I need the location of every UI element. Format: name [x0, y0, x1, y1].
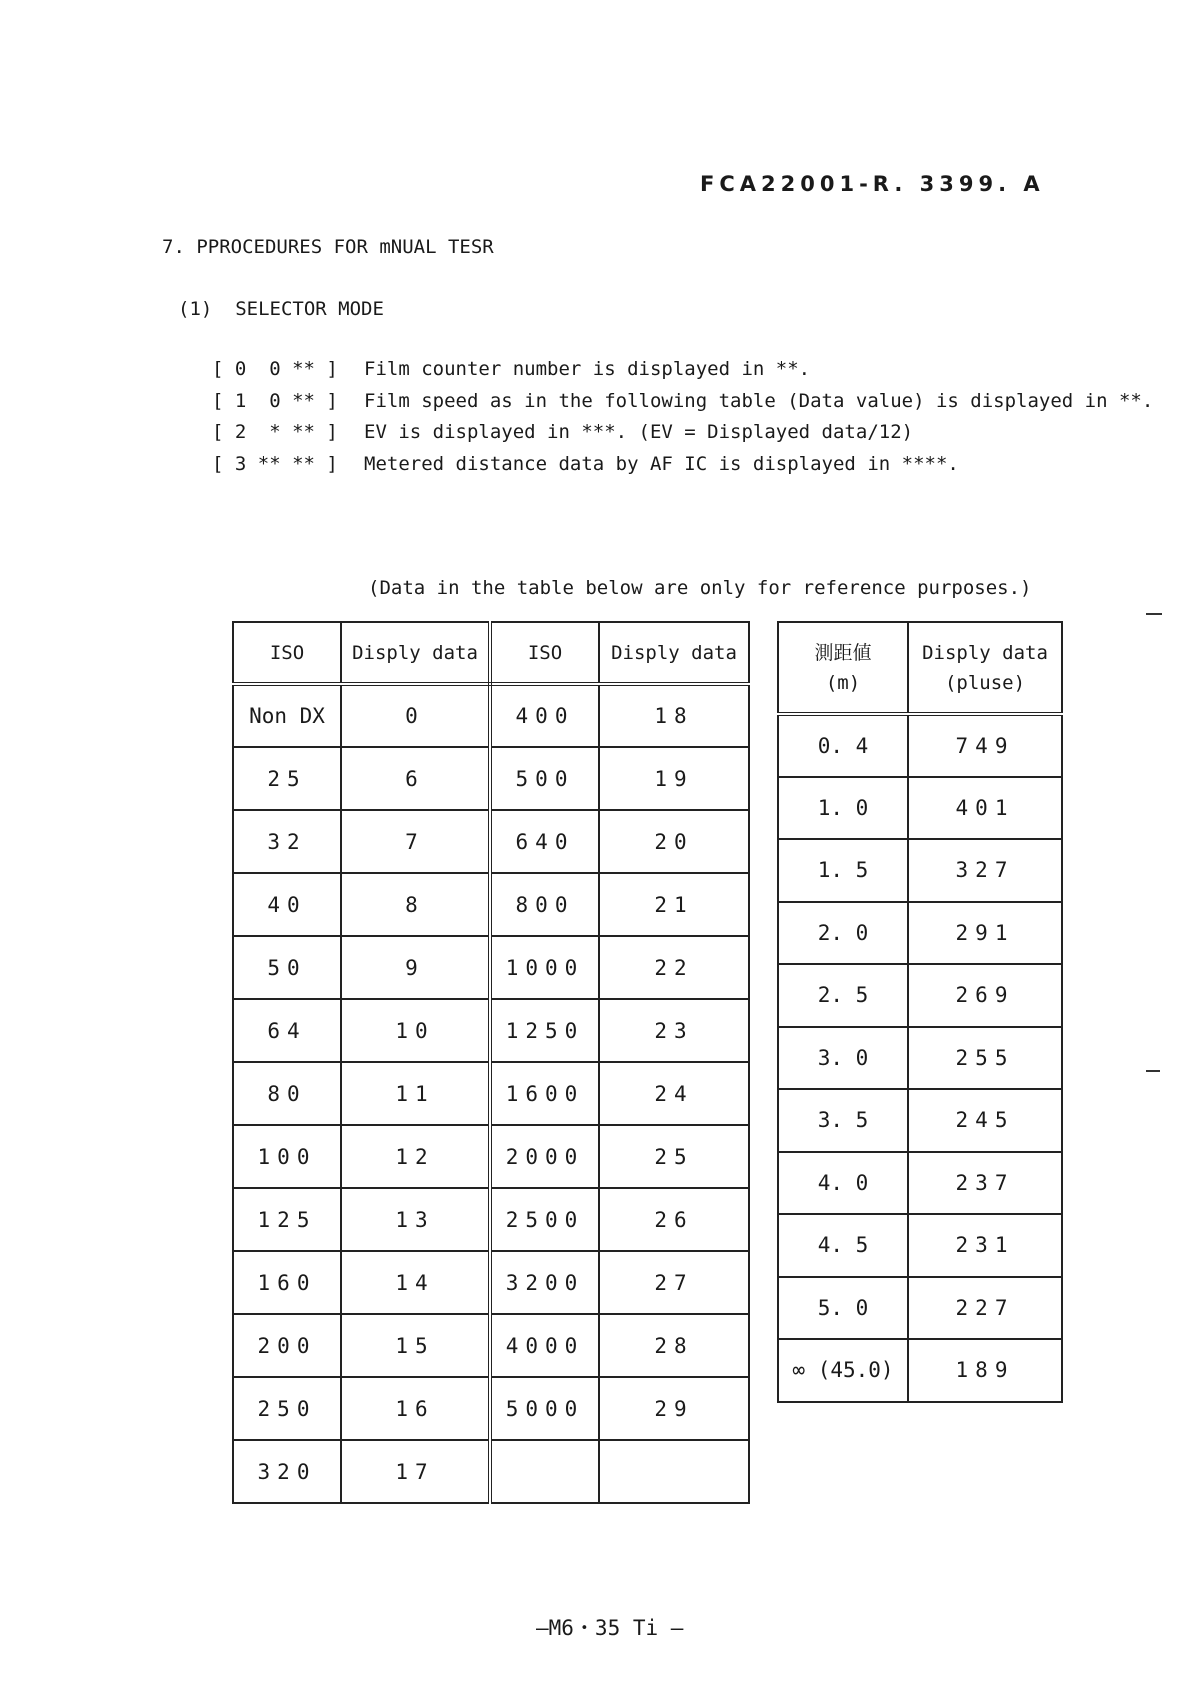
- display-data-cell: 9: [341, 936, 490, 999]
- display-data-cell: 26: [599, 1188, 749, 1251]
- iso-cell: 4000: [490, 1314, 599, 1377]
- pulse-cell: 269: [908, 964, 1062, 1027]
- document-id: FCA22001-R. 3399. A: [700, 172, 1045, 196]
- column-header-display-data: Disply data: [341, 622, 490, 684]
- distance-cell: 4. 5: [778, 1214, 908, 1277]
- display-data-cell: 13: [341, 1188, 490, 1251]
- display-data-cell: 20: [599, 810, 749, 873]
- display-data-cell: 7: [341, 810, 490, 873]
- mode-description: Film speed as in the following table (Data value) is displayed in **.: [364, 389, 1154, 412]
- pulse-cell: 255: [908, 1027, 1062, 1090]
- display-data-cell: 23: [599, 999, 749, 1062]
- table-row: [778, 1214, 1062, 1277]
- subsection-title: (1) SELECTOR MODE: [178, 298, 384, 320]
- iso-cell: 5000: [490, 1377, 599, 1440]
- table-row: [778, 839, 1062, 902]
- iso-cell: 32: [233, 810, 341, 873]
- table-header-row: [778, 622, 1062, 714]
- pulse-cell: 189: [908, 1339, 1062, 1402]
- iso-cell: 2000: [490, 1125, 599, 1188]
- iso-table-body: [233, 684, 749, 1503]
- table-row: [233, 1440, 749, 1503]
- mode-code: [ 1 0 ** ]: [212, 389, 338, 412]
- distance-cell: 3. 5: [778, 1089, 908, 1152]
- iso-cell: 100: [233, 1125, 341, 1188]
- table-row: [233, 1188, 749, 1251]
- pulse-cell: 245: [908, 1089, 1062, 1152]
- iso-cell: 1600: [490, 1062, 599, 1125]
- header-line: 測距値: [814, 641, 872, 664]
- mode-item: [212, 421, 1153, 453]
- iso-cell: 500: [490, 747, 599, 810]
- header-line: (m): [825, 671, 861, 694]
- page-number: —M6・35 Ti —: [536, 1616, 684, 1640]
- mode-list: [212, 358, 1153, 484]
- display-data-cell: 10: [341, 999, 490, 1062]
- scan-mark: [1146, 613, 1162, 615]
- display-data-cell: 6: [341, 747, 490, 810]
- iso-cell: 125: [233, 1188, 341, 1251]
- iso-cell: 160: [233, 1251, 341, 1314]
- table-row: [778, 1152, 1062, 1215]
- iso-cell: 3200: [490, 1251, 599, 1314]
- distance-cell: 5. 0: [778, 1277, 908, 1340]
- display-data-cell: [599, 1440, 749, 1503]
- column-header-distance: [778, 622, 908, 714]
- display-data-cell: 15: [341, 1314, 490, 1377]
- table-row: [233, 1062, 749, 1125]
- display-data-cell: 19: [599, 747, 749, 810]
- display-data-cell: 29: [599, 1377, 749, 1440]
- pulse-cell: 231: [908, 1214, 1062, 1277]
- table-row: [233, 810, 749, 873]
- pulse-cell: 749: [908, 714, 1062, 777]
- distance-cell: 1. 0: [778, 777, 908, 840]
- table-row: [233, 1125, 749, 1188]
- distance-table-body: [778, 714, 1062, 1402]
- scan-mark: [1146, 1070, 1160, 1072]
- iso-cell: 800: [490, 873, 599, 936]
- display-data-cell: 0: [341, 684, 490, 747]
- table-row: [233, 1251, 749, 1314]
- display-data-cell: 18: [599, 684, 749, 747]
- iso-cell: 1250: [490, 999, 599, 1062]
- column-header-iso: ISO: [233, 622, 341, 684]
- table-row: [233, 999, 749, 1062]
- iso-cell: 64: [233, 999, 341, 1062]
- table-row: [778, 1339, 1062, 1402]
- iso-cell: 400: [490, 684, 599, 747]
- section-title: 7. PPROCEDURES FOR mNUAL TESR: [162, 236, 494, 258]
- iso-cell: 640: [490, 810, 599, 873]
- mode-item: [212, 358, 1153, 390]
- distance-cell: ∞ (45.0): [778, 1339, 908, 1402]
- table-row: [233, 873, 749, 936]
- iso-cell: 50: [233, 936, 341, 999]
- pulse-cell: 327: [908, 839, 1062, 902]
- distance-cell: 3. 0: [778, 1027, 908, 1090]
- iso-table: [232, 621, 750, 1504]
- table-row: [233, 747, 749, 810]
- table-row: [778, 777, 1062, 840]
- display-data-cell: 28: [599, 1314, 749, 1377]
- mode-description: EV is displayed in ***. (EV = Displayed data/12): [364, 421, 914, 443]
- iso-cell: 40: [233, 873, 341, 936]
- table-row: [778, 714, 1062, 777]
- mode-code: [ 0 0 ** ]: [212, 358, 338, 380]
- iso-cell: 1000: [490, 936, 599, 999]
- iso-cell: Non DX: [233, 684, 341, 747]
- display-data-cell: 25: [599, 1125, 749, 1188]
- mode-code: [ 2 * ** ]: [212, 421, 338, 443]
- table-row: [778, 964, 1062, 1027]
- mode-description: Metered distance data by AF IC is displayed in ****.: [364, 452, 959, 475]
- iso-cell: 25: [233, 747, 341, 810]
- mode-code: [ 3 ** ** ]: [212, 452, 338, 475]
- display-data-cell: 27: [599, 1251, 749, 1314]
- iso-cell: 200: [233, 1314, 341, 1377]
- column-header-iso: ISO: [490, 622, 599, 684]
- distance-cell: 2. 5: [778, 964, 908, 1027]
- mode-item: [212, 390, 1153, 422]
- table-row: [233, 936, 749, 999]
- iso-cell: 2500: [490, 1188, 599, 1251]
- distance-cell: 2. 0: [778, 902, 908, 965]
- pulse-cell: 401: [908, 777, 1062, 840]
- header-line: Disply data: [922, 641, 1048, 664]
- display-data-cell: 8: [341, 873, 490, 936]
- distance-cell: 1. 5: [778, 839, 908, 902]
- column-header-pulse: [908, 622, 1062, 714]
- column-header-display-data: Disply data: [599, 622, 749, 684]
- display-data-cell: 16: [341, 1377, 490, 1440]
- table-row: [233, 1377, 749, 1440]
- distance-cell: 0. 4: [778, 714, 908, 777]
- distance-table: [777, 621, 1063, 1403]
- display-data-cell: 11: [341, 1062, 490, 1125]
- display-data-cell: 24: [599, 1062, 749, 1125]
- table-row: [233, 684, 749, 747]
- iso-cell: [490, 1440, 599, 1503]
- pulse-cell: 237: [908, 1152, 1062, 1215]
- table-row: [778, 902, 1062, 965]
- distance-cell: 4. 0: [778, 1152, 908, 1215]
- table-row: [778, 1027, 1062, 1090]
- mode-item: [212, 453, 1153, 485]
- iso-cell: 80: [233, 1062, 341, 1125]
- pulse-cell: 227: [908, 1277, 1062, 1340]
- reference-note: (Data in the table below are only for reference purposes.): [368, 577, 1032, 599]
- table-row: [778, 1277, 1062, 1340]
- display-data-cell: 21: [599, 873, 749, 936]
- iso-cell: 320: [233, 1440, 341, 1503]
- table-row: [233, 1314, 749, 1377]
- header-line: (pluse): [944, 671, 1026, 694]
- pulse-cell: 291: [908, 902, 1062, 965]
- display-data-cell: 12: [341, 1125, 490, 1188]
- iso-cell: 250: [233, 1377, 341, 1440]
- table-header-row: [233, 622, 749, 684]
- display-data-cell: 14: [341, 1251, 490, 1314]
- mode-description: Film counter number is displayed in **.: [364, 358, 811, 380]
- table-row: [778, 1089, 1062, 1152]
- display-data-cell: 17: [341, 1440, 490, 1503]
- display-data-cell: 22: [599, 936, 749, 999]
